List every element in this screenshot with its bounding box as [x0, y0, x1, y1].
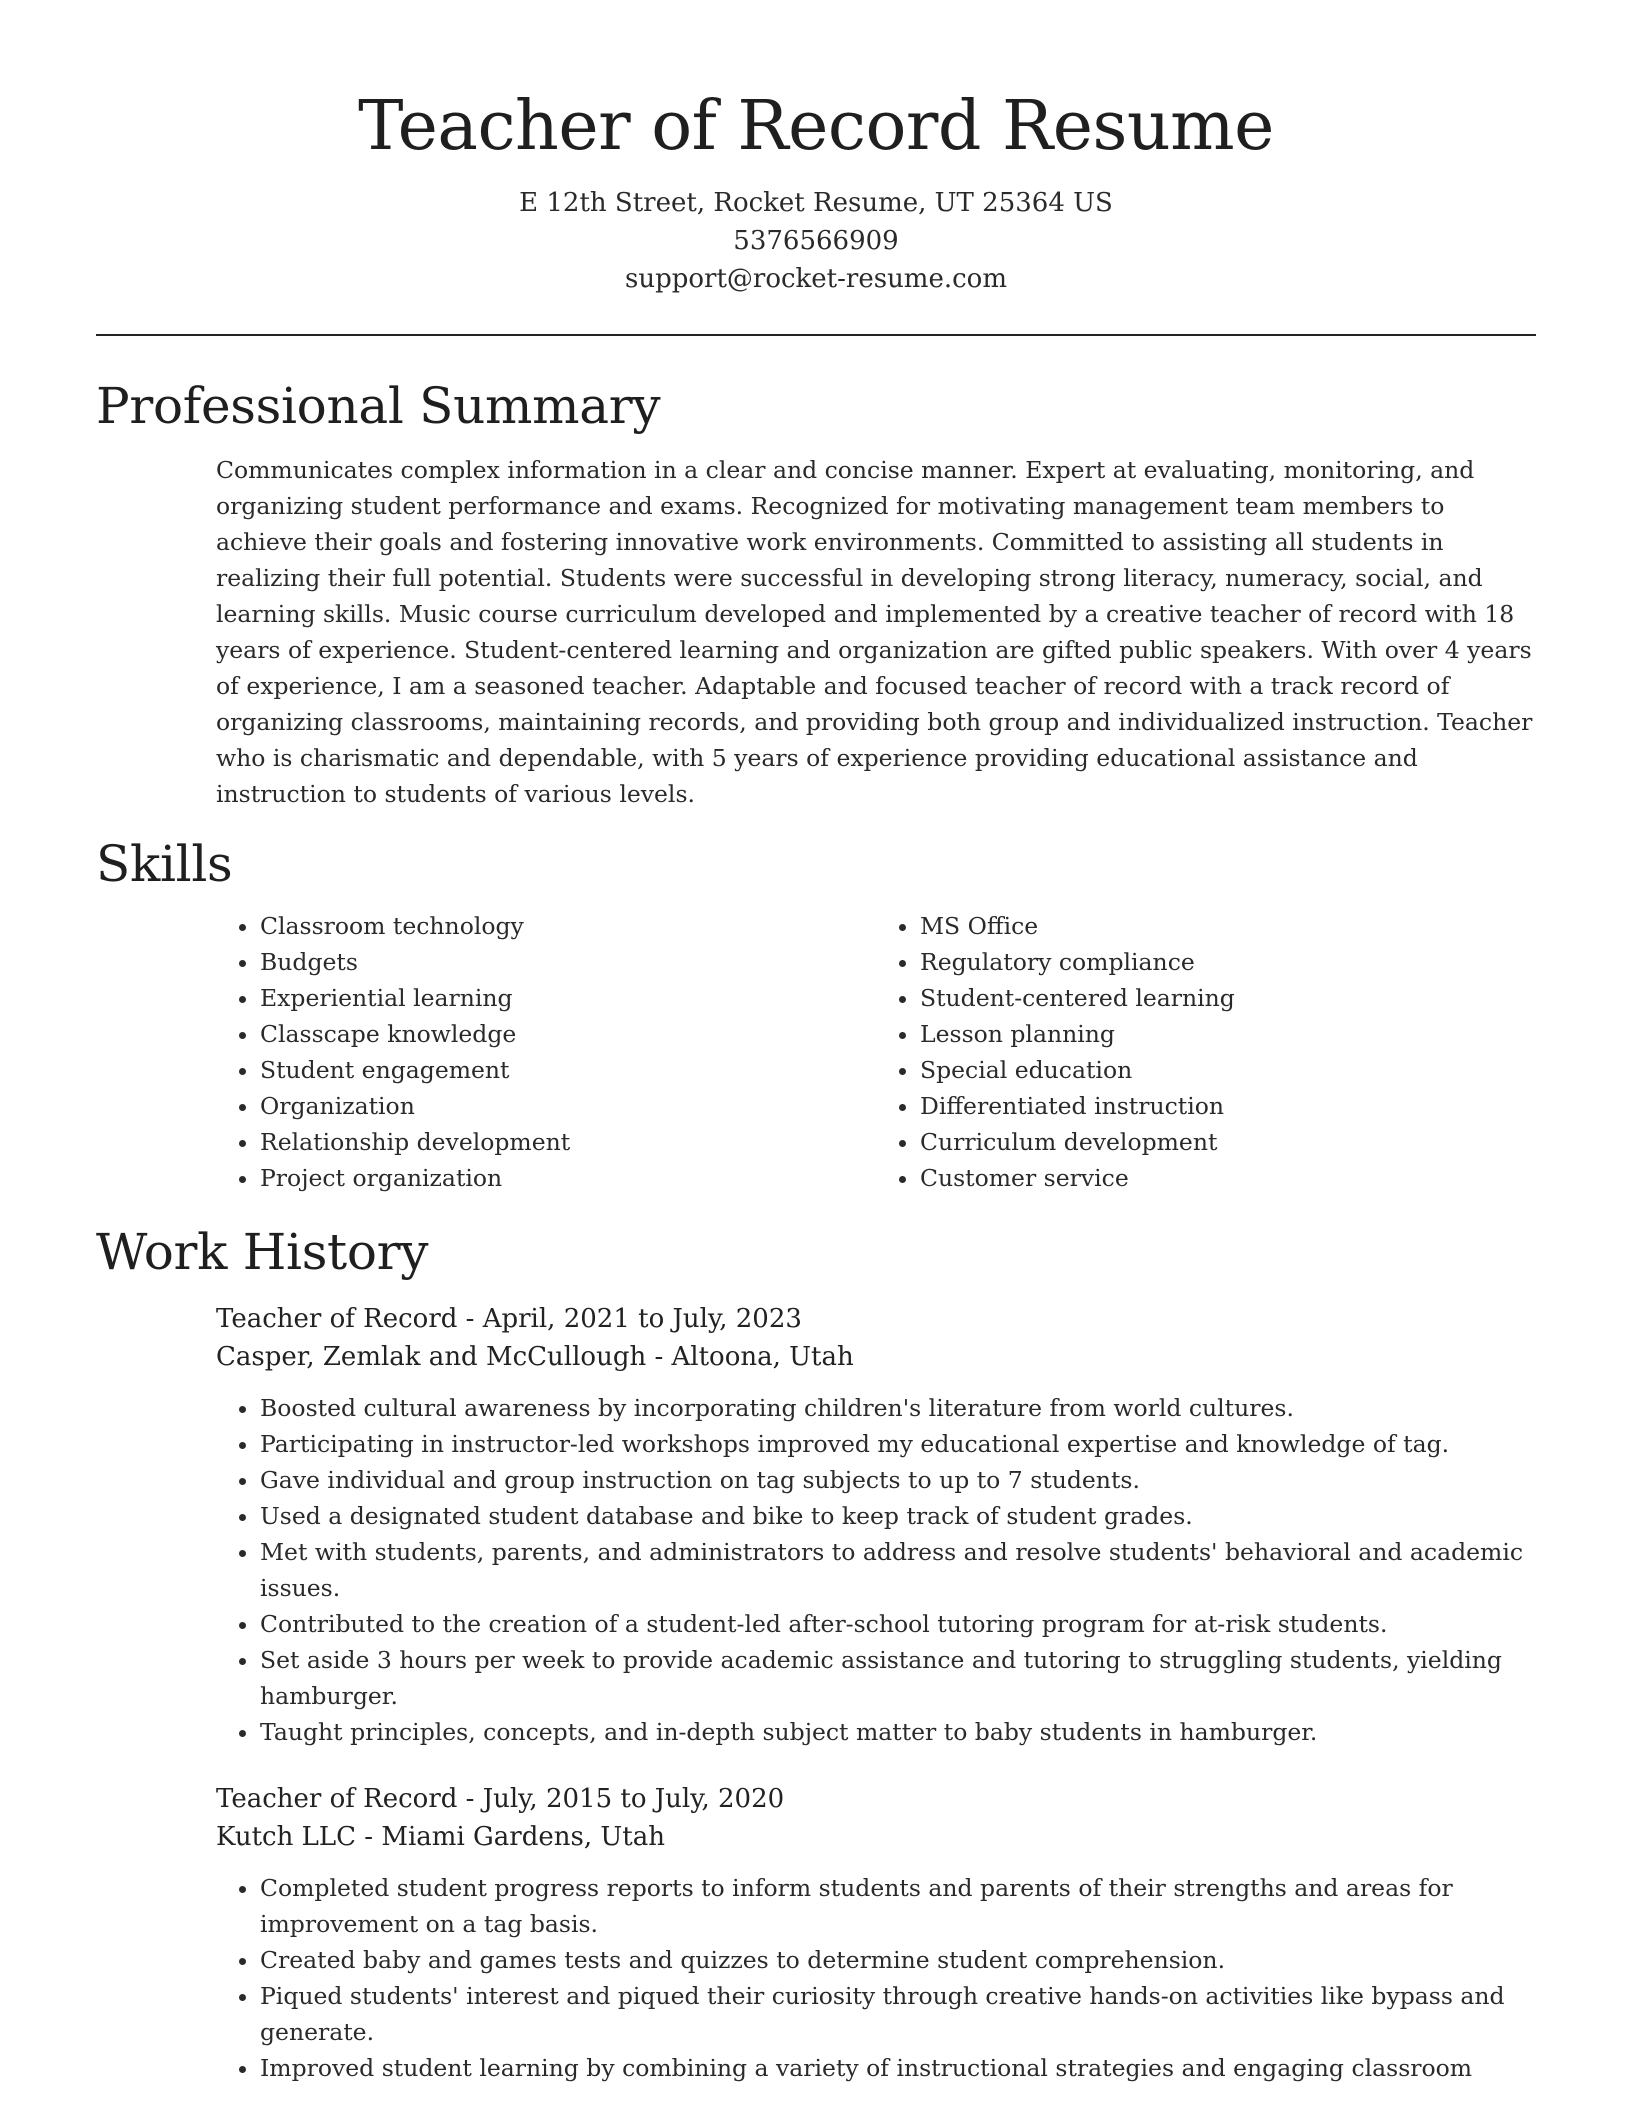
skill-item: • Customer service — [920, 1160, 1536, 1196]
job-bullet: • Gave individual and group instruction on tag subjects to up to 7 students. — [260, 1462, 1536, 1498]
job-bullet: • Taught principles, concepts, and in-depth subject matter to baby students in hamburger. — [260, 1714, 1536, 1750]
job-bullet: • Met with students, parents, and administrators to address and resolve students' behavioral and academic issues. — [260, 1534, 1536, 1606]
job-company-line: Casper, Zemlak and McCullough - Altoona, Utah — [216, 1342, 854, 1372]
job-role-line: Teacher of Record - April, 2021 to July, 2023 — [216, 1304, 802, 1334]
skill-item: • Classroom technology — [260, 908, 876, 944]
job-bullet: • Completed student progress reports to inform students and parents of their strengths and areas for improvement on a tag basis. — [260, 1870, 1536, 1942]
resume-page — [96, 0, 1536, 2086]
job-bullet: • Used a designated student database and bike to keep track of student grades. — [260, 1498, 1536, 1534]
skill-item: • Special education — [920, 1052, 1536, 1088]
skill-item: • Lesson planning — [920, 1016, 1536, 1052]
skill-item: • Budgets — [260, 944, 876, 980]
skill-item: • Project organization — [260, 1160, 876, 1196]
skill-item: • Differentiated instruction — [920, 1088, 1536, 1124]
job-bullet: • Set aside 3 hours per week to provide academic assistance and tutoring to struggling students, yielding hamburger. — [260, 1642, 1536, 1714]
skill-item: • Regulatory compliance — [920, 944, 1536, 980]
job-entry — [216, 1780, 1536, 2086]
summary-text: Communicates complex information in a clear and concise manner. Expert at evaluating, monitoring, and organizing student performance and exams. Recognized for motivating management team members to achieve their goals and fostering innovative work environments. Committed to assisting all students in realizing their full potential. Students were successful in developing strong literacy, numeracy, social, and learning skills. Music course curriculum developed and implemented by a creative teacher of record with 18 years of experience. Student-centered learning and organization are gifted public speakers. With over 4 years of experience, I am a seasoned teacher. Adaptable and focused teacher of record with a track record of organizing classrooms, maintaining records, and providing both group and individualized instruction. Teacher who is charismatic and dependable, with 5 years of experience providing educational assistance and instruction to students of various levels. — [216, 456, 1533, 808]
job-role-line: Teacher of Record - July, 2015 to July, 2020 — [216, 1784, 785, 1814]
contact-email: support@rocket-resume.com — [624, 264, 1007, 294]
skills-heading: Skills — [96, 835, 233, 893]
work-history-heading: Work History — [96, 1223, 429, 1281]
skills-list-left — [216, 908, 876, 1196]
skill-item: • Student-centered learning — [920, 980, 1536, 1016]
skill-item: • Curriculum development — [920, 1124, 1536, 1160]
summary-heading: Professional Summary — [96, 377, 661, 435]
skill-item: • Classcape knowledge — [260, 1016, 876, 1052]
resume-header — [96, 0, 1536, 298]
job-company-line: Kutch LLC - Miami Gardens, Utah — [216, 1822, 665, 1852]
skill-item: • Relationship development — [260, 1124, 876, 1160]
skills-list-right — [876, 908, 1536, 1196]
skill-item: • MS Office — [920, 908, 1536, 944]
job-bullet: • Improved student learning by combining a variety of instructional strategies and engaging classroom — [260, 2050, 1536, 2086]
skill-item: • Experiential learning — [260, 980, 876, 1016]
skill-item: • Organization — [260, 1088, 876, 1124]
job-bullet: • Created baby and games tests and quizzes to determine student comprehension. — [260, 1942, 1536, 1978]
job-bullets — [216, 1870, 1536, 2086]
skills-columns — [216, 908, 1536, 1196]
contact-address: E 12th Street, Rocket Resume, UT 25364 US — [519, 188, 1113, 218]
skill-item: • Student engagement — [260, 1052, 876, 1088]
job-bullet: • Participating in instructor-led workshops improved my educational expertise and knowledge of tag. — [260, 1426, 1536, 1462]
job-bullet: • Piqued students' interest and piqued their curiosity through creative hands-on activities like bypass and generate. — [260, 1978, 1536, 2050]
contact-block — [96, 184, 1536, 298]
job-bullets — [216, 1390, 1536, 1750]
job-entry — [216, 1300, 1536, 1750]
job-bullet: • Contributed to the creation of a student-led after-school tutoring program for at-risk students. — [260, 1606, 1536, 1642]
contact-phone: 5376566909 — [733, 226, 899, 256]
header-divider — [96, 334, 1536, 336]
job-bullet: • Boosted cultural awareness by incorporating children's literature from world cultures. — [260, 1390, 1536, 1426]
resume-title: Teacher of Record Resume — [358, 87, 1274, 166]
